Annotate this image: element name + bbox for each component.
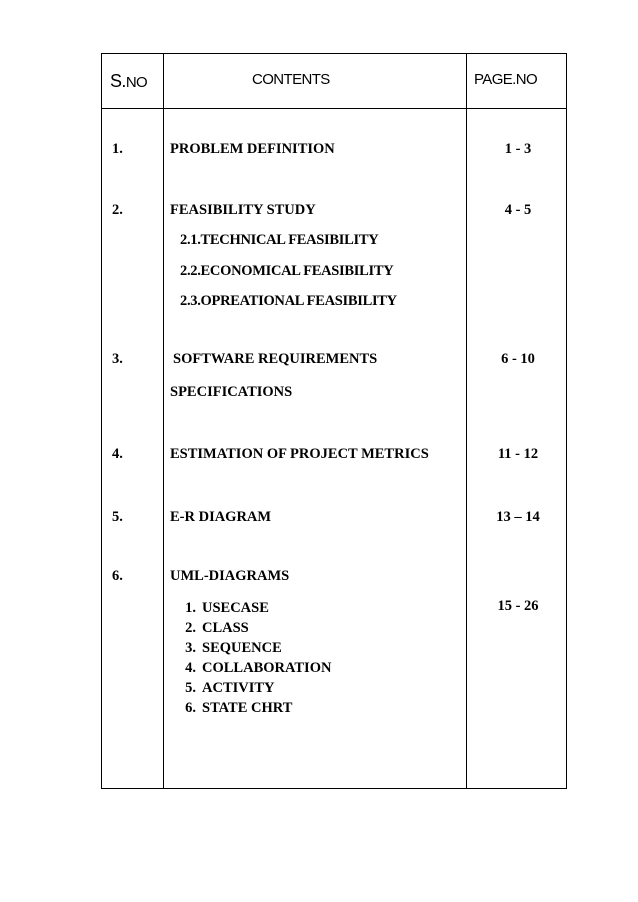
list-item: 6. STATE CHRT <box>185 700 293 716</box>
row-1-pages: 1 - 3 <box>504 141 532 157</box>
header-pageno: PAGE.NO <box>474 71 538 88</box>
row-2-subitem-1: 2.1.TECHNICAL FEASIBILITY <box>180 232 379 248</box>
row-4-pages: 11 - 12 <box>497 446 539 462</box>
column-divider-2 <box>466 54 467 788</box>
list-item: 1. USECASE <box>185 600 269 616</box>
row-2-subitem-3: 2.3.OPREATIONAL FEASIBILITY <box>180 293 397 309</box>
row-2-title: FEASIBILITY STUDY <box>170 202 316 218</box>
row-6-pages: 15 - 26 <box>497 598 539 614</box>
row-1-number: 1. <box>112 141 123 157</box>
list-item: 5. ACTIVITY <box>185 680 275 696</box>
list-item: 4. COLLABORATION <box>185 660 332 676</box>
row-6-number: 6. <box>112 568 123 584</box>
list-item: 2. CLASS <box>185 620 249 636</box>
header-contents: CONTENTS <box>252 71 330 88</box>
header-divider <box>102 108 566 109</box>
row-5-title: E-R DIAGRAM <box>170 509 272 525</box>
contents-table <box>101 53 567 789</box>
header-sno: S.NO <box>110 71 148 91</box>
uml-diagram-list <box>176 598 331 718</box>
row-3-title-line-2: SPECIFICATIONS <box>170 384 293 400</box>
row-4-title: ESTIMATION OF PROJECT METRICS <box>170 446 429 462</box>
list-item: 3. SEQUENCE <box>185 640 282 656</box>
row-2-pages: 4 - 5 <box>504 202 532 218</box>
row-4-number: 4. <box>112 446 123 462</box>
row-3-pages: 6 - 10 <box>501 351 535 367</box>
column-divider-1 <box>163 54 164 788</box>
row-2-number: 2. <box>112 202 123 218</box>
row-2-subitem-2: 2.2.ECONOMICAL FEASIBILITY <box>180 263 394 279</box>
row-5-number: 5. <box>112 509 123 525</box>
row-3-number: 3. <box>112 351 123 367</box>
row-1-title: PROBLEM DEFINITION <box>170 141 335 157</box>
row-6-title: UML-DIAGRAMS <box>170 568 290 584</box>
row-3-title-line-1: SOFTWARE REQUIREMENTS <box>173 351 378 367</box>
row-5-pages: 13 – 14 <box>496 509 540 525</box>
